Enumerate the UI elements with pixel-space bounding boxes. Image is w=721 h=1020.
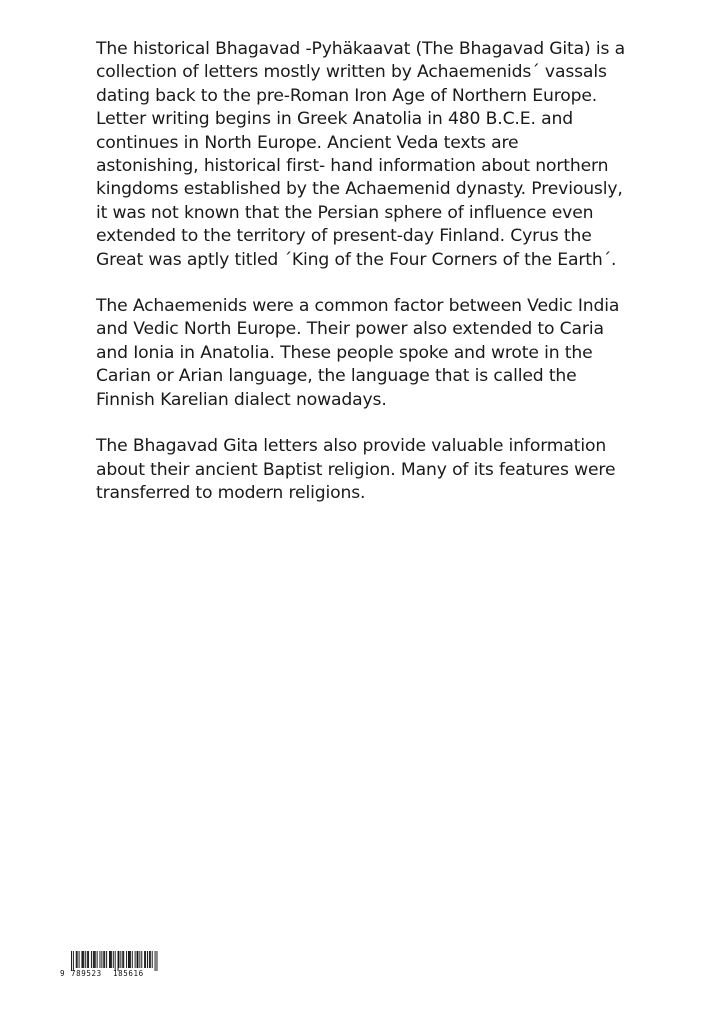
barcode-bar: [122, 951, 123, 968]
barcode-bar: [113, 951, 114, 968]
barcode-bar: [145, 951, 146, 968]
paragraph-2: The Achaemenids were a common factor between Vedic India and Vedic North Europe. Their power also extended to Caria and Ionia in Anatolia. These people spoke and wrote in the Carian or Arian language, the language that is called the Finnish Karelian dialect nowadays.: [96, 296, 620, 410]
barcode-bar: [147, 951, 148, 968]
barcode-bar: [87, 951, 88, 968]
barcode-bar: [129, 951, 130, 968]
barcode-bar: [106, 951, 107, 968]
barcode-bar: [119, 951, 120, 968]
barcode-bar: [91, 951, 92, 968]
barcode-bar: [123, 951, 124, 968]
barcode-bar: [120, 951, 121, 968]
paragraph-3: The Bhagavad Gita letters also provide valuable information about their ancient Baptist religion. Many of its features were transferred to modern religions.: [96, 436, 616, 503]
barcode-bar: [88, 951, 89, 968]
barcode-bar: [77, 951, 78, 968]
barcode-bar: [79, 951, 80, 968]
barcode-bar: [104, 951, 105, 968]
barcode-bar: [97, 951, 98, 968]
barcode-bar: [85, 951, 86, 968]
barcode-bar: [109, 951, 110, 968]
barcode-lead-digit: 9: [60, 969, 65, 978]
paragraph-1: The historical Bhagavad -Pyhäkaavat (The Bhagavad Gita) is a collection of letters mostly written by Achaemenids´ vassals dating back to the pre-Roman Iron Age of Northern Europe. Letter writing begins in Greek Anatolia in 480 B.C.E. and continues in North Europe. Ancient Veda texts are astonishing, historical first- hand information about northern kingdoms established by the Achaemenid dynasty. Previously, it was not known that the Persian sphere of influence even extended to the territory of present-day Finland. Cyrus the Great was aptly titled ´King of the Four Corners of the Earth´.: [96, 39, 626, 270]
barcode-bar: [141, 951, 142, 968]
barcode-bar: [152, 951, 153, 968]
barcode-bar: [103, 951, 104, 968]
barcode-bar: [118, 951, 119, 971]
barcode-bar: [139, 951, 140, 968]
barcode-bar: [95, 951, 96, 968]
barcode-bar: [101, 951, 102, 968]
barcode-bar: [81, 951, 82, 968]
barcode-bar: [83, 951, 84, 968]
barcode-bar: [82, 951, 83, 968]
barcode-bar: [157, 951, 158, 971]
barcode-bar: [150, 951, 151, 968]
barcode-digits: [60, 969, 160, 978]
barcode-bar: [111, 951, 112, 968]
barcode-bar: [149, 951, 150, 968]
barcode-bars: [60, 951, 160, 971]
barcode-bar: [126, 951, 127, 968]
barcode-bar: [144, 951, 145, 968]
barcode-group-1: 789523: [71, 969, 102, 978]
barcode-bar: [94, 951, 95, 968]
barcode-group-2: 185616: [113, 969, 144, 978]
barcode-bar: [100, 951, 101, 968]
barcode-bar: [132, 951, 133, 968]
barcode-bar: [71, 951, 72, 971]
barcode-bar: [130, 951, 131, 968]
barcode-bar: [155, 951, 156, 971]
barcode-bar: [115, 951, 116, 971]
body-text: [96, 38, 626, 528]
barcode-bar: [73, 951, 74, 971]
barcode-bar: [128, 951, 129, 968]
barcode-bar: [135, 951, 136, 968]
isbn-barcode: [60, 951, 160, 981]
barcode-bar: [93, 951, 94, 968]
barcode-bar: [110, 951, 111, 968]
barcode-bar: [76, 951, 77, 968]
barcode-bar: [138, 951, 139, 968]
barcode-bar: [137, 951, 138, 968]
